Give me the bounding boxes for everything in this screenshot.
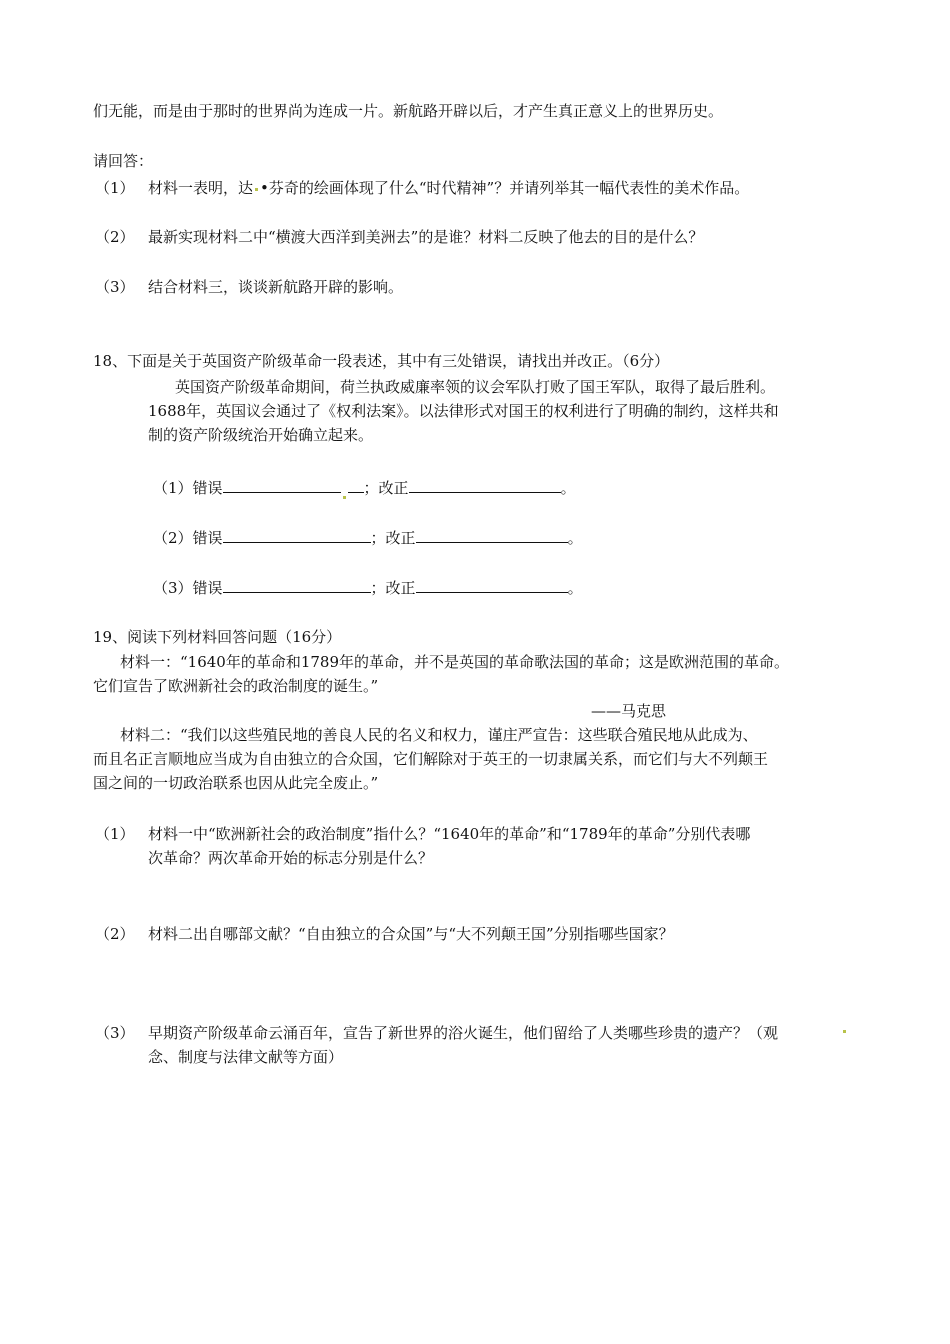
q18-row-2-sep: ；改正 bbox=[370, 529, 416, 547]
intro-text: 们无能，而是由于那时的世界尚为连成一片。新航路开辟以后，才产生真正意义上的世界历史。 bbox=[93, 102, 724, 120]
q18-row-3-correction-blank[interactable] bbox=[416, 576, 568, 593]
q17-item-3-text: 结合材料三，谈谈新航路开辟的影响。 bbox=[148, 278, 404, 296]
q18-row-3-error-blank[interactable] bbox=[223, 576, 371, 593]
scan-speck-icon bbox=[843, 1030, 846, 1033]
q19-item-1-number: （1） bbox=[95, 825, 135, 843]
q17-prompt: 请回答： bbox=[93, 152, 154, 170]
q19-title: 19、阅读下列材料回答问题（16分） bbox=[93, 628, 342, 646]
q18-row-2-end: 。 bbox=[567, 529, 583, 547]
q19-material-2-line-3: 国之间的一切政治联系也因从此完全废止。” bbox=[93, 774, 379, 792]
q19-item-1-line-1: 材料一中“欧洲新社会的政治制度”指什么？“1640年的革命”和“1789年的革命”分别代表哪 bbox=[148, 825, 751, 843]
q19-material-2-line-2: 而且名正言顺地应当成为自由独立的合众国，它们解除对于英王的一切隶属关系，而它们与大不列颠王 bbox=[93, 750, 769, 768]
q19-item-2-line-1: 材料二出自哪部文献？“自由独立的合众国”与“大不列颠王国”分别指哪些国家？ bbox=[148, 925, 674, 943]
q19-item-3-line-2: 念、制度与法律文献等方面） bbox=[148, 1048, 344, 1066]
q19-material-1-source: ——马克思 bbox=[591, 702, 667, 720]
q18-row-2-correction-blank[interactable] bbox=[416, 526, 568, 543]
q19-material-2-line-1: 材料二：“我们以这些殖民地的善良人民的名义和权力，谨庄严宣告：这些联合殖民地从此成为、 bbox=[120, 726, 758, 744]
q17-item-1-text-a: 材料一表明，达 bbox=[148, 179, 254, 197]
q19-item-1-line-2: 次革命？两次革命开始的标志分别是什么？ bbox=[148, 849, 434, 867]
q18-row-1-correction-blank[interactable] bbox=[409, 476, 561, 493]
q18-row-2-label: （2）错误 bbox=[153, 529, 223, 547]
scan-speck-icon bbox=[343, 496, 346, 499]
q19-item-2-number: （2） bbox=[95, 925, 135, 943]
q18-row-1-end: 。 bbox=[560, 479, 576, 497]
q18-row-1-label: （1）错误 bbox=[153, 479, 223, 497]
q17-item-2-text: 最新实现材料二中“横渡大西洋到美洲去”的是谁？材料二反映了他去的目的是什么？ bbox=[148, 228, 704, 246]
q18-row-3-end: 。 bbox=[567, 579, 583, 597]
q17-item-3-number: （3） bbox=[95, 278, 135, 296]
q18-row-1-error-blank-tail[interactable] bbox=[348, 476, 364, 493]
q17-item-1-text bbox=[148, 177, 749, 199]
q19-material-1-line-2: 它们宣告了欧洲新社会的政治制度的诞生。” bbox=[93, 677, 379, 695]
q18-row-3-sep: ；改正 bbox=[370, 579, 416, 597]
q19-item-3-line-1: 早期资产阶级革命云涌百年，宣告了新世界的浴火诞生，他们留给了人类哪些珍贵的遗产？（观 bbox=[148, 1024, 779, 1042]
q18-answer-row-1 bbox=[153, 476, 576, 499]
q18-row-3-label: （3）错误 bbox=[153, 579, 223, 597]
q17-item-2-number: （2） bbox=[95, 228, 135, 246]
q18-passage-line-3: 制的资产阶级统治开始确立起来。 bbox=[148, 426, 374, 444]
q18-answer-row-3 bbox=[153, 576, 583, 599]
q17-item-1-text-b: •芬奇的绘画体现了什么“时代精神”？并请列举其一幅代表性的美术作品。 bbox=[260, 179, 750, 197]
q18-row-1-sep: ；改正 bbox=[363, 479, 409, 497]
q18-passage-line-2: 1688年，英国议会通过了《权利法案》。以法律形式对国王的权利进行了明确的制约，这样共和 bbox=[148, 402, 779, 420]
scan-speck-icon bbox=[255, 188, 258, 191]
q19-item-3-number: （3） bbox=[95, 1024, 135, 1042]
q19-material-1-line-1: 材料一：“1640年的革命和1789年的革命，并不是英国的革命歌法国的革命；这是欧洲范围的革命。 bbox=[120, 653, 790, 671]
q18-title: 18、下面是关于英国资产阶级革命一段表述，其中有三处错误，请找出并改正。（6分） bbox=[93, 352, 670, 370]
q18-passage-line-1: 英国资产阶级革命期间，荷兰执政威廉率领的议会军队打败了国王军队，取得了最后胜利。 bbox=[175, 378, 776, 396]
q18-answer-row-2 bbox=[153, 526, 583, 549]
q18-row-2-error-blank[interactable] bbox=[223, 526, 371, 543]
q17-item-1-number: （1） bbox=[95, 179, 135, 197]
q18-row-1-error-blank[interactable] bbox=[223, 476, 341, 493]
